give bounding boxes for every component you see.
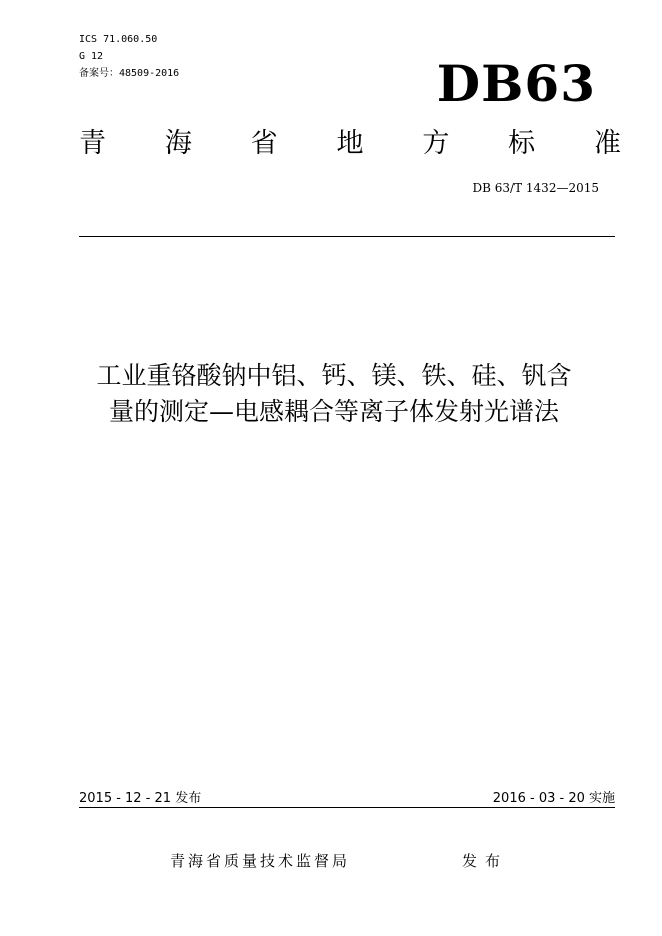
standard-type-heading [79, 126, 621, 162]
issuing-authority: 青海省质量技术监督局 [170, 852, 351, 870]
issue-label: 发布 [462, 852, 509, 870]
standard-type-char: 标 [508, 128, 536, 159]
standard-type-char: 准 [593, 128, 621, 159]
header-divider [79, 236, 615, 237]
record-number: 备案号：48509-2016 [79, 68, 180, 79]
standard-type-char: 地 [336, 128, 364, 159]
ics-code: ICS 71.060.50 [79, 34, 158, 45]
standard-type-char: 省 [250, 128, 278, 159]
footer-divider [79, 807, 615, 808]
standard-type-char: 海 [164, 128, 192, 159]
title-line-1: 工业重铬酸钠中铝、钙、镁、铁、硅、钒含 [96, 361, 572, 390]
issue-date: 2015 - 12 - 21 发布 [79, 791, 202, 806]
document-title [40, 358, 628, 430]
standard-type-char: 方 [422, 128, 450, 159]
standard-number: DB 63/T 1432—2015 [472, 181, 599, 195]
db-standard-code: DB63 [436, 54, 596, 113]
implementation-date: 2016 - 03 - 20 实施 [492, 791, 615, 806]
standard-type-char: 青 [79, 128, 106, 159]
title-line-2: 量的测定—电感耦合等离子体发射光谱法 [108, 397, 559, 426]
classification-code: G 12 [79, 51, 104, 62]
